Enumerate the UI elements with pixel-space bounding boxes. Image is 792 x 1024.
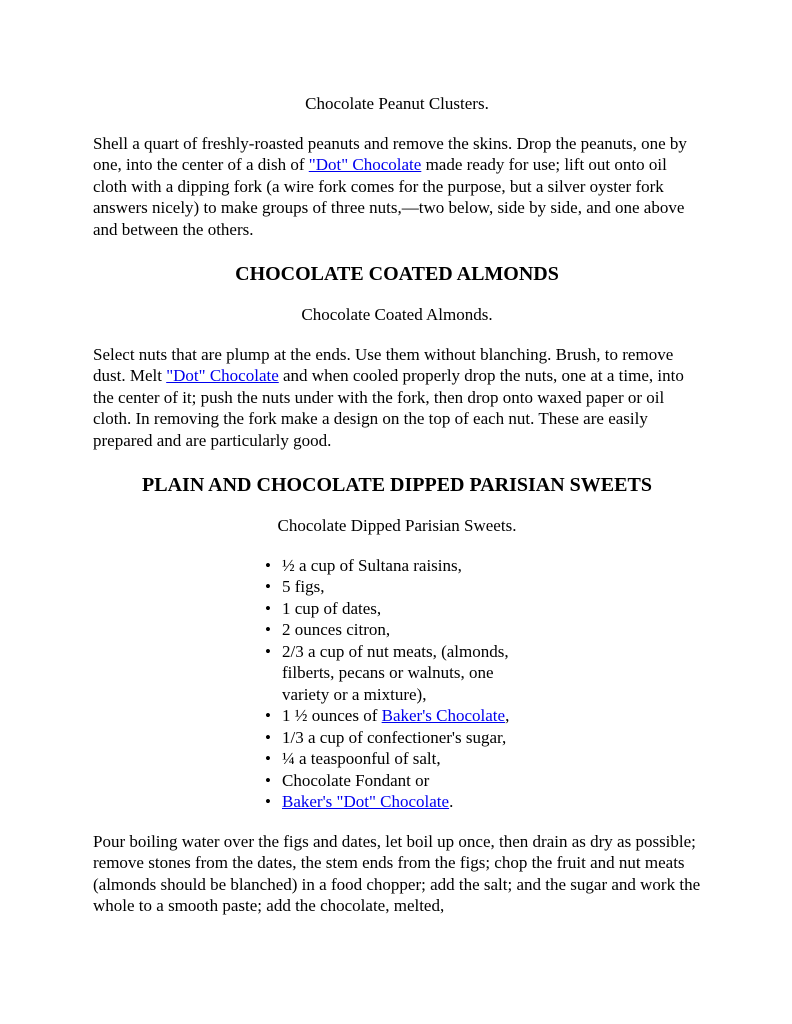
ingredient-text: 1 ½ ounces of — [282, 706, 382, 725]
bakers-chocolate-link[interactable]: Baker's Chocolate — [381, 706, 506, 725]
bullet-icon: • — [265, 749, 271, 768]
ingredient-text: . — [449, 792, 454, 811]
bullet-icon: • — [265, 770, 271, 790]
paragraph-parisian-sweets: Pour boiling water over the figs and dates, let boil up once, then drain as dry as possible; remove stones from the dates, the stem ends from the figs; chop the fruit and nut meats (almonds should be blanched) in a food chopper; add the salt; and the sugar and work the whole to a smooth paste; add the chocolate, melted, — [93, 831, 701, 915]
paragraph-coated-almonds — [93, 344, 701, 452]
ingredient-text: ½ a cup of Sultana raisins, — [282, 555, 462, 575]
bakers-dot-chocolate-link[interactable]: Baker's "Dot" Chocolate — [282, 792, 450, 811]
paragraph-text: Select nuts that are plump at the ends. Use them without blanching. Brush, to remove dust. Melt — [93, 344, 674, 385]
list-item — [263, 705, 533, 727]
list-item — [263, 555, 533, 577]
ingredient-text: ¼ a teaspoonful of salt, — [282, 749, 441, 768]
list-item — [263, 770, 533, 792]
bullet-icon: • — [265, 555, 271, 575]
ingredient-text: 5 figs, — [282, 577, 325, 596]
dot-chocolate-link[interactable]: "Dot" Chocolate — [308, 155, 422, 174]
bullet-icon: • — [265, 577, 271, 596]
paragraph-text: made ready for use; lift out onto oil cloth with a dipping fork (a wire fork comes for the purpose, but a silver oyster fork answers nicely) to make groups of three nuts,—two below, side by side, and one above and between the others. — [93, 155, 685, 239]
heading-parisian-sweets: PLAIN AND CHOCOLATE DIPPED PARISIAN SWEETS — [142, 474, 652, 496]
list-item — [263, 748, 533, 770]
ingredient-text: 2 ounces citron, — [282, 620, 391, 639]
ingredient-text: 1 cup of dates, — [282, 598, 382, 618]
caption-coated-almonds: Chocolate Coated Almonds. — [301, 305, 493, 324]
ingredient-text: 1/3 a cup of confectioner's sugar, — [282, 727, 507, 747]
paragraph-peanut-clusters — [93, 133, 701, 241]
caption-parisian-sweets: Chocolate Dipped Parisian Sweets. — [277, 516, 517, 535]
caption-peanut-clusters: Chocolate Peanut Clusters. — [305, 94, 489, 113]
dot-chocolate-link[interactable]: "Dot" Chocolate — [166, 366, 279, 385]
bullet-icon: • — [265, 792, 271, 811]
ingredient-text: Chocolate Fondant or — [282, 770, 430, 790]
list-item — [263, 727, 533, 749]
list-item — [263, 619, 533, 641]
list-item — [263, 598, 533, 620]
paragraph-text: and when cooled properly drop the nuts, one at a time, into the center of it; push the nuts under with the fork, then drop onto waxed paper or oil cloth. In removing the fork make a design on the top of each nut. These are easily prepared and are particularly good. — [93, 366, 684, 450]
bullet-icon: • — [265, 727, 271, 747]
heading-coated-almonds: CHOCOLATE COATED ALMONDS — [235, 263, 559, 285]
ingredient-list — [263, 555, 533, 813]
list-item — [263, 641, 533, 706]
bullet-icon: • — [265, 598, 271, 618]
bullet-icon: • — [265, 706, 271, 725]
document-page — [93, 93, 701, 917]
ingredient-text: , — [505, 706, 510, 725]
list-item — [263, 791, 533, 813]
bullet-icon: • — [265, 641, 271, 661]
bullet-icon: • — [265, 620, 271, 639]
ingredient-text: 2/3 a cup of nut meats, (almonds, filberts, pecans or walnuts, one variety or a mixture), — [282, 641, 509, 704]
paragraph-text: Shell a quart of freshly-roasted peanuts and remove the skins. Drop the peanuts, one by one, into the center of a dish of — [93, 133, 687, 174]
list-item — [263, 576, 533, 598]
